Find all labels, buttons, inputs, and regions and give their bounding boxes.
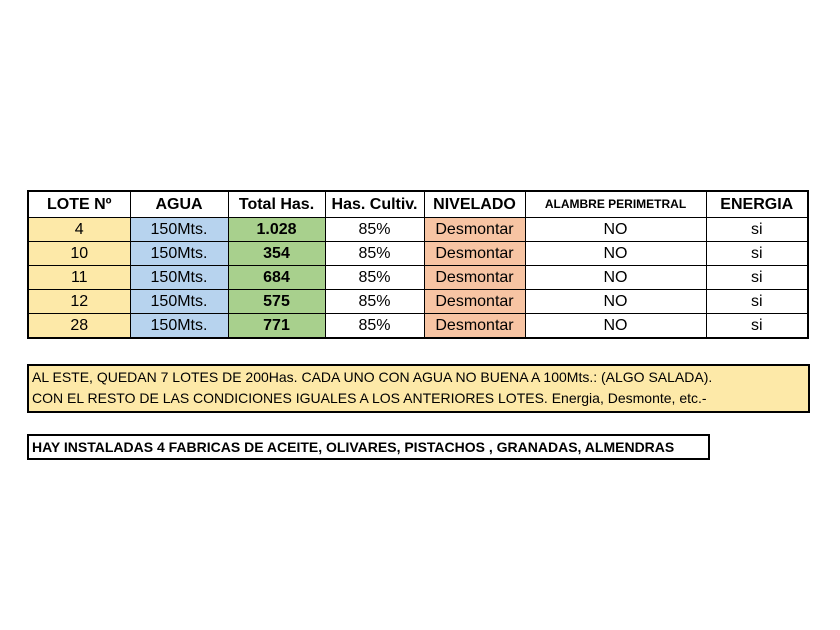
cell-has-cultiv: 85%: [325, 290, 424, 314]
cell-agua: 150Mts.: [130, 290, 228, 314]
note-line-2: CON EL RESTO DE LAS CONDICIONES IGUALES A LOS ANTERIORES LOTES. Energia, Desmonte, etc.-: [32, 390, 707, 406]
lots-table: [27, 190, 809, 339]
header-energia: ENERGIA: [706, 191, 808, 218]
header-total-has: Total Has.: [228, 191, 325, 218]
note-line-1: AL ESTE, QUEDAN 7 LOTES DE 200Has. CADA UNO CON AGUA NO BUENA A 100Mts.: (ALGO SALADA).: [32, 369, 713, 385]
header-nivelado: NIVELADO: [424, 191, 525, 218]
cell-lote: 11: [28, 266, 130, 290]
cell-has-cultiv: 85%: [325, 242, 424, 266]
cell-total-has: 771: [228, 314, 325, 339]
cell-alambre: NO: [525, 218, 706, 242]
header-has-cultiv: Has. Cultiv.: [325, 191, 424, 218]
table-header-row: [28, 191, 808, 218]
factories-note: HAY INSTALADAS 4 FABRICAS DE ACEITE, OLIVARES, PISTACHOS , GRANADAS, ALMENDRAS: [27, 434, 710, 460]
cell-nivelado: Desmontar: [424, 266, 525, 290]
cell-has-cultiv: 85%: [325, 218, 424, 242]
table-row: [28, 290, 808, 314]
cell-agua: 150Mts.: [130, 314, 228, 339]
header-lote: LOTE Nº: [28, 191, 130, 218]
header-agua: AGUA: [130, 191, 228, 218]
table-row: [28, 242, 808, 266]
cell-nivelado: Desmontar: [424, 290, 525, 314]
cell-nivelado: Desmontar: [424, 218, 525, 242]
cell-alambre: NO: [525, 314, 706, 339]
cell-agua: 150Mts.: [130, 218, 228, 242]
cell-energia: si: [706, 242, 808, 266]
cell-energia: si: [706, 266, 808, 290]
cell-nivelado: Desmontar: [424, 242, 525, 266]
header-alambre-perimetral: ALAMBRE PERIMETRAL: [525, 191, 706, 218]
cell-alambre: NO: [525, 266, 706, 290]
cell-has-cultiv: 85%: [325, 266, 424, 290]
table-row: [28, 314, 808, 339]
cell-energia: si: [706, 314, 808, 339]
cell-lote: 10: [28, 242, 130, 266]
table-row: [28, 218, 808, 242]
cell-nivelado: Desmontar: [424, 314, 525, 339]
cell-lote: 12: [28, 290, 130, 314]
cell-agua: 150Mts.: [130, 266, 228, 290]
east-lots-note: [27, 364, 810, 413]
cell-energia: si: [706, 218, 808, 242]
cell-alambre: NO: [525, 290, 706, 314]
cell-energia: si: [706, 290, 808, 314]
cell-total-has: 684: [228, 266, 325, 290]
cell-total-has: 354: [228, 242, 325, 266]
cell-lote: 28: [28, 314, 130, 339]
cell-has-cultiv: 85%: [325, 314, 424, 339]
cell-total-has: 1.028: [228, 218, 325, 242]
table-row: [28, 266, 808, 290]
cell-agua: 150Mts.: [130, 242, 228, 266]
cell-total-has: 575: [228, 290, 325, 314]
cell-alambre: NO: [525, 242, 706, 266]
cell-lote: 4: [28, 218, 130, 242]
